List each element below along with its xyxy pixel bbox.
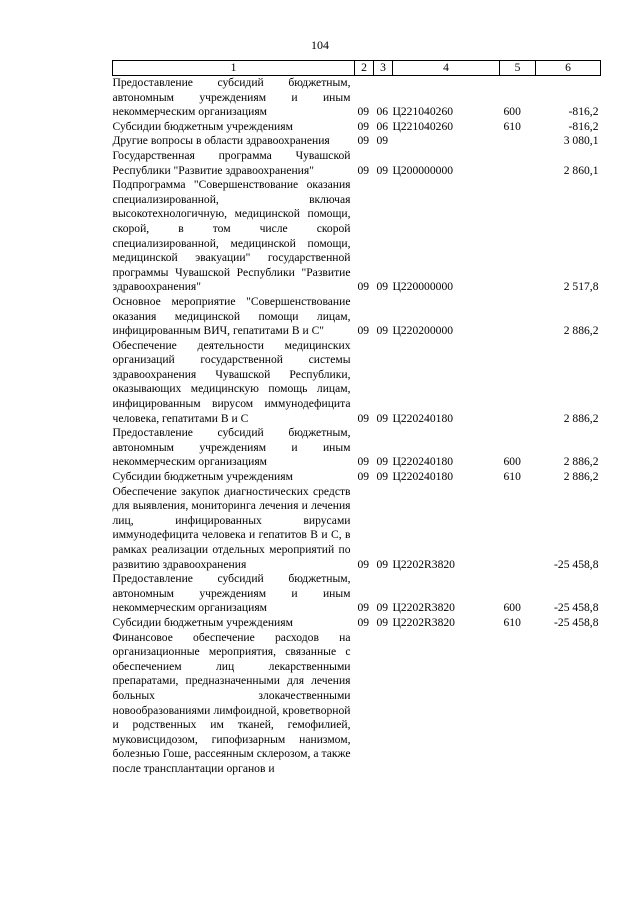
row-expense-type: 610 — [503, 470, 521, 484]
row-name: Предоставление субсидий бюджетным, автономным учреждениям и иным некоммерческим организациям — [112, 426, 351, 469]
row-expense-type — [500, 339, 536, 427]
row-subsection: 09 — [376, 163, 389, 177]
row-expense-type: 600 — [503, 455, 521, 469]
row-expense-type — [500, 149, 536, 178]
row-amount: -25 458,8 — [554, 601, 599, 615]
row-amount: 2 886,2 — [563, 324, 599, 338]
row-amount: 3 080,1 — [563, 134, 599, 148]
header-col-subsection: 3 — [374, 61, 393, 76]
row-expense-type: 610 — [503, 119, 521, 133]
row-target: Ц2202R3820 — [392, 557, 455, 571]
header-col-target: 4 — [393, 61, 500, 76]
row-amount: 2 860,1 — [563, 163, 599, 177]
row-expense-type: 610 — [503, 615, 521, 629]
row-expense-type: 600 — [503, 601, 521, 615]
row-target — [393, 134, 500, 149]
row-section: 09 — [357, 601, 370, 615]
row-subsection: 09 — [376, 411, 389, 425]
header-col-amount: 6 — [536, 61, 601, 76]
row-expense-type — [500, 631, 536, 777]
row-target: Ц221040260 — [392, 119, 454, 133]
row-target: Ц2202R3820 — [392, 615, 455, 629]
row-subsection: 09 — [376, 470, 389, 484]
row-name: Предоставление субсидий бюджетным, автономным учреждениям и иным некоммерческим организациям — [112, 76, 351, 119]
row-amount: 2 886,2 — [563, 470, 599, 484]
header-col-name: 1 — [113, 61, 355, 76]
row-name: Подпрограмма "Совершенствование оказания специализированной, включая высокотехнологичную, медицинской помощи, скорой, в том числе скорой специализированной, медицинской помощи, медицинской эвакуации" государственной программы Чувашской Республики "Развитие здравоохранения" — [112, 178, 351, 294]
table-body — [113, 76, 601, 777]
row-name: Основное мероприятие "Совершенствование оказания медицинской помощи лицам, инфицированным ВИЧ, гепатитами В и С" — [112, 294, 351, 338]
row-amount: -25 458,8 — [554, 615, 599, 629]
row-subsection: 06 — [376, 119, 389, 133]
row-subsection: 09 — [376, 455, 389, 469]
row-subsection — [374, 631, 393, 777]
row-name: Финансовое обеспечение расходов на организационные мероприятия, связанные с обеспечением лиц лекарственными препаратами, предназначенными для лечения больных злокачественными новообразованиями лимфоидной, кроветворной и родственных им тканей, гемофилией, муковисцидозом, гипофизарным нанизмом, болезнью Гоше, рассеянным склерозом, а также после трансплантации органов и — [112, 630, 351, 775]
row-subsection: 06 — [376, 105, 389, 119]
row-amount — [536, 631, 601, 777]
row-target: Ц220200000 — [392, 324, 454, 338]
row-target: Ц220240180 — [392, 411, 454, 425]
row-expense-type — [500, 134, 536, 149]
header-col-section: 2 — [355, 61, 374, 76]
row-expense-type: 600 — [503, 105, 521, 119]
row-section: 09 — [357, 280, 370, 294]
budget-table — [112, 60, 601, 777]
row-name: Обеспечение деятельности медицинских организаций государственной системы здравоохранения Чувашской Республики, оказывающих медицинскую помощь лицам, инфицированным вирусом иммунодефицита человека, гепатитами В и С — [112, 338, 351, 425]
row-name: Государственная программа Чувашской Республики "Развитие здравоохранения" — [112, 148, 351, 177]
row-amount: 2 886,2 — [563, 411, 599, 425]
table-row — [113, 485, 601, 573]
table-header — [113, 61, 601, 76]
table-row — [113, 120, 601, 135]
row-section: 09 — [357, 411, 370, 425]
row-subsection: 09 — [376, 134, 389, 148]
row-name: Субсидии бюджетным учреждениям — [112, 470, 293, 484]
row-section: 09 — [357, 615, 370, 629]
row-section: 09 — [357, 105, 370, 119]
table-row — [113, 295, 601, 339]
row-target — [393, 631, 500, 777]
row-expense-type — [500, 178, 536, 295]
table-row — [113, 76, 601, 120]
row-subsection: 09 — [376, 280, 389, 294]
row-subsection: 09 — [376, 601, 389, 615]
table-row — [113, 572, 601, 616]
row-name: Субсидии бюджетным учреждениям — [112, 615, 293, 629]
row-section: 09 — [357, 470, 370, 484]
row-target: Ц220000000 — [392, 280, 454, 294]
row-section: 09 — [357, 557, 370, 571]
table-row — [113, 616, 601, 631]
table-row — [113, 149, 601, 178]
table-row — [113, 426, 601, 470]
table-row — [113, 631, 601, 777]
header-col-expense-type: 5 — [500, 61, 536, 76]
table-row — [113, 178, 601, 295]
row-name: Другие вопросы в области здравоохранения — [112, 134, 330, 148]
header-row — [113, 61, 601, 76]
row-amount: 2 517,8 — [563, 280, 599, 294]
row-target: Ц220240180 — [392, 470, 454, 484]
table-row — [113, 339, 601, 427]
row-subsection: 09 — [376, 557, 389, 571]
row-subsection: 09 — [376, 324, 389, 338]
row-expense-type — [500, 295, 536, 339]
row-name: Субсидии бюджетным учреждениям — [112, 119, 293, 133]
row-expense-type — [500, 485, 536, 573]
row-section — [355, 631, 374, 777]
row-amount: -816,2 — [568, 119, 599, 133]
table-row — [113, 134, 601, 149]
row-target: Ц200000000 — [392, 163, 454, 177]
row-section: 09 — [357, 119, 370, 133]
row-name: Обеспечение закупок диагностических средств для выявления, мониторинга лечения и лечения лиц, инфицированных вирусами иммунодефицита человека и гепатитов В и С, в рамках реализации отдельных мероприятий по развитию здравоохранения — [112, 484, 351, 571]
row-section: 09 — [357, 163, 370, 177]
table-row — [113, 470, 601, 485]
row-amount: 2 886,2 — [563, 455, 599, 469]
row-name: Предоставление субсидий бюджетным, автономным учреждениям и иным некоммерческим организациям — [112, 572, 351, 615]
row-target: Ц221040260 — [392, 105, 454, 119]
page-number: 104 — [311, 38, 329, 52]
row-target: Ц2202R3820 — [392, 601, 455, 615]
row-target: Ц220240180 — [392, 455, 454, 469]
row-amount: -816,2 — [568, 105, 599, 119]
row-section: 09 — [357, 324, 370, 338]
row-amount: -25 458,8 — [554, 557, 599, 571]
row-section: 09 — [357, 134, 370, 148]
row-section: 09 — [357, 455, 370, 469]
row-subsection: 09 — [376, 615, 389, 629]
